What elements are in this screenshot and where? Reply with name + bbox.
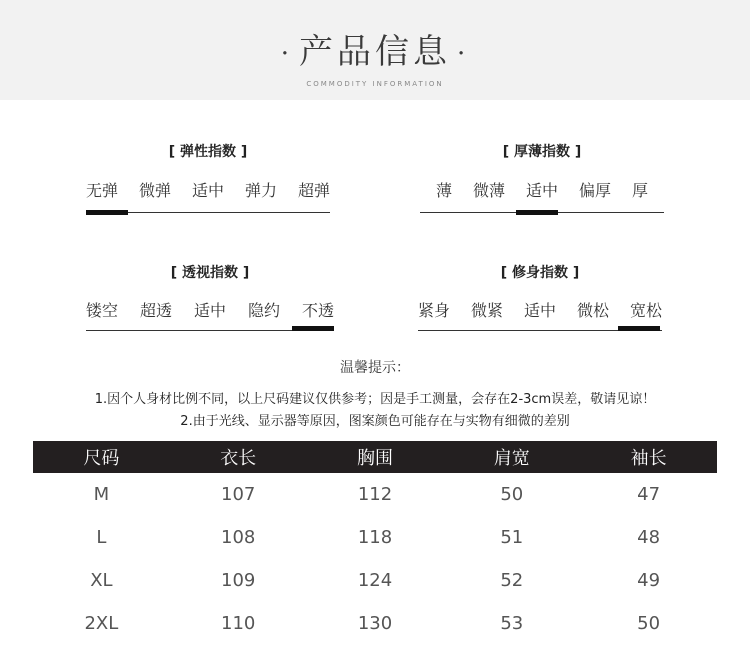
elasticity-index [86, 141, 330, 221]
elasticity-options [86, 178, 330, 201]
table-cell: 108 [221, 527, 256, 548]
tip-line-1: 1.因个人身材比例不同，以上尺码建议仅供参考；因是手工测量，会存在2-3cm误差，敬请见谅！ [94, 392, 656, 407]
thickness-option: 偏厚 [578, 181, 611, 200]
thickness-option: 微薄 [472, 181, 505, 200]
fit-title: [ 修身指数 ] [500, 265, 580, 281]
table-cell: 51 [500, 527, 524, 548]
fit-option: 微紧 [470, 301, 503, 320]
elasticity-option: 无弹 [86, 181, 119, 200]
table-cell: 52 [500, 570, 524, 591]
title-dot-left: · [280, 39, 293, 69]
elasticity-selected-marker [86, 210, 128, 215]
size-table [33, 441, 717, 645]
transparency-title: [ 透视指数 ] [170, 265, 250, 281]
tips-heading: 温馨提示： [340, 360, 410, 376]
fit-option: 适中 [523, 301, 556, 320]
fit-option: 紧身 [418, 301, 451, 320]
column-header: 尺码 [33, 441, 170, 473]
header-banner [0, 0, 750, 100]
table-cell: 107 [221, 484, 256, 505]
thickness-options [420, 178, 664, 201]
thickness-selected-marker [516, 210, 558, 215]
size-table-header-row [33, 441, 717, 473]
page-title [0, 24, 750, 73]
table-cell: 110 [221, 613, 256, 634]
page-title-text: 产品信息 [299, 32, 451, 72]
transparency-option: 适中 [193, 301, 226, 320]
table-cell: 112 [357, 484, 393, 505]
elasticity-option: 微弹 [138, 181, 171, 200]
thickness-title: [ 厚薄指数 ] [502, 144, 582, 160]
page-subtitle: COMMODITY INFORMATION [306, 80, 444, 88]
table-cell: XL [90, 570, 113, 591]
table-cell: 53 [500, 613, 524, 634]
table-row [33, 559, 717, 602]
table-cell: L [96, 527, 107, 548]
table-cell: 50 [637, 613, 661, 634]
column-header: 胸围 [307, 441, 444, 473]
transparency-index [86, 262, 334, 342]
table-cell: 130 [357, 613, 393, 634]
transparency-option: 镂空 [86, 301, 119, 320]
table-cell: 2XL [84, 613, 119, 634]
fit-option: 宽松 [629, 301, 662, 320]
thickness-option: 适中 [525, 181, 558, 200]
table-row [33, 516, 717, 559]
transparency-options [86, 298, 334, 321]
transparency-selected-marker [292, 326, 334, 331]
table-row [33, 473, 717, 516]
fit-options [418, 298, 662, 321]
thickness-option: 薄 [436, 181, 453, 200]
thickness-option: 厚 [631, 181, 648, 200]
table-cell: 47 [637, 484, 661, 505]
transparency-option: 隐约 [247, 301, 280, 320]
table-cell: M [93, 484, 110, 505]
table-cell: 48 [637, 527, 661, 548]
fit-option: 微松 [576, 301, 609, 320]
title-dot-right: · [457, 39, 470, 69]
column-header: 衣长 [170, 441, 307, 473]
table-row [33, 602, 717, 645]
column-header: 袖长 [580, 441, 717, 473]
table-cell: 109 [221, 570, 256, 591]
fit-selected-marker [618, 326, 660, 331]
table-cell: 49 [637, 570, 661, 591]
table-cell: 118 [357, 527, 393, 548]
elasticity-option: 弹力 [244, 181, 277, 200]
table-cell: 50 [500, 484, 524, 505]
elasticity-option: 适中 [191, 181, 224, 200]
transparency-option: 不透 [301, 301, 334, 320]
column-header: 肩宽 [443, 441, 580, 473]
elasticity-option: 超弹 [297, 181, 330, 200]
elasticity-title: [ 弹性指数 ] [168, 144, 248, 160]
fit-index [418, 262, 662, 342]
tip-line-2: 2.由于光线、显示器等原因，图案颜色可能存在与实物有细微的差别 [180, 414, 570, 429]
table-cell: 124 [357, 570, 393, 591]
thickness-index [420, 141, 664, 221]
transparency-option: 超透 [139, 301, 172, 320]
